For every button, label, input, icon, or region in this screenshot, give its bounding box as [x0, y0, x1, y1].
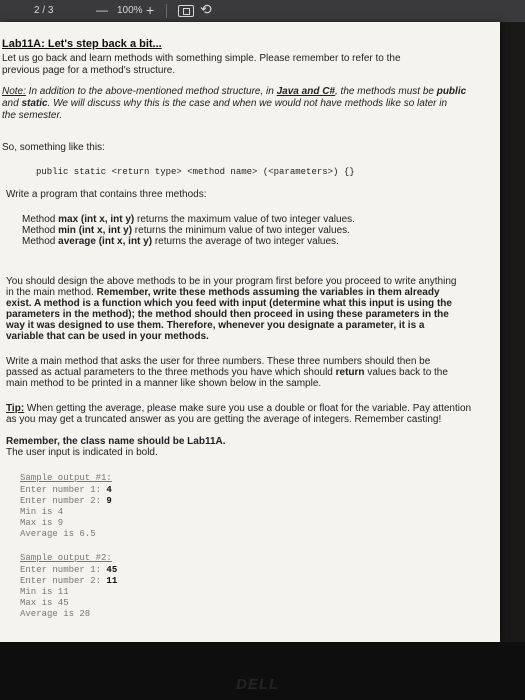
intro-line-1: Let us go back and learn methods with something simple. Please remember to refer to the	[2, 53, 401, 64]
so-text: So, something like this:	[2, 142, 105, 153]
sample-heading-1: Sample output #1:	[20, 473, 112, 483]
method-average: Method average (int x, int y) returns the average of two integer values.	[22, 236, 339, 247]
pdf-toolbar	[0, 0, 525, 22]
rotate-icon[interactable]: ⟲	[200, 1, 212, 17]
zoom-out-button[interactable]: —	[96, 3, 108, 17]
fit-page-icon[interactable]	[178, 5, 194, 17]
para1-line-6: variable that can be used in your methods.	[6, 331, 209, 342]
tip-label: Tip:	[6, 403, 25, 414]
para2-line-3: main method to be printed in a manner like shown below in the sample.	[6, 378, 322, 389]
para2-line-2: passed as actual parameters to the three methods you have which should return values back to the	[6, 367, 448, 378]
tip-line-2: as you may get a truncated answer as you are getting the average of integers. Remember casting!	[6, 414, 442, 425]
write-program-text: Write a program that contains three methods:	[6, 189, 207, 200]
method-min: Method min (int x, int y) returns the minimum value of two integer values.	[22, 225, 350, 236]
zoom-level[interactable]: 100%	[117, 5, 143, 16]
para2-line-1: Write a main method that asks the user for three numbers. These three numbers should then be	[6, 356, 431, 367]
note-label: Note:	[2, 86, 26, 97]
para1-line-2: in the main method. Remember, write these methods assuming the variables in them already	[6, 287, 440, 298]
sample1-line-3: Min is 4	[20, 507, 64, 517]
para1-line-5: way it was designed to use them. Therefore, whenever you designate a parameter, it is a	[6, 320, 425, 331]
tip-line-1: Tip: When getting the average, please make sure you use a double or float for the variable. Pay attention	[6, 403, 472, 414]
sample1-line-5: Average is 6.5	[20, 529, 96, 539]
toolbar-divider	[166, 4, 167, 18]
class-name-line: Remember, the class name should be Lab11A.	[6, 436, 226, 447]
code-signature: public static <return type> <method name> (<parameters>) {}	[36, 167, 355, 177]
sample2-line-4: Max is 45	[20, 598, 69, 608]
user-input-line: The user input is indicated in bold.	[6, 447, 158, 458]
para1-line-4: parameters in the method); the method should then proceed in using these parameters in the	[6, 309, 449, 320]
document-page	[0, 22, 500, 642]
zoom-in-button[interactable]: +	[146, 2, 155, 18]
para1-line-3: exist. A method is a function which you feed with input (determine what this input is using the	[6, 298, 452, 309]
brand-logo: DELL	[236, 676, 280, 693]
page-indicator[interactable]: 2 / 3	[34, 5, 54, 16]
para1-line-1: You should design the above methods to be in your program first before you proceed to write anything	[6, 276, 457, 287]
sample2-line-1: Enter number 1: 45	[20, 565, 118, 575]
note-line-1: Note: In addition to the above-mentioned method structure, in Java and C#, the methods must be public	[2, 86, 467, 97]
sample2-line-2: Enter number 2: 11	[20, 576, 118, 586]
sample1-line-2: Enter number 2: 9	[20, 496, 112, 506]
sample-heading-2: Sample output #2:	[20, 553, 112, 563]
page-title: Lab11A: Let's step back a bit...	[2, 38, 162, 50]
monitor-bezel	[0, 642, 525, 700]
note-line-3: the semester.	[2, 110, 63, 121]
sample1-line-1: Enter number 1: 4	[20, 485, 112, 495]
intro-line-2: previous page for a method's structure.	[2, 65, 176, 76]
note-line-2: and static. We will discuss why this is the case and when we would not have methods like so later in	[2, 98, 448, 109]
sample2-line-3: Min is 11	[20, 587, 69, 597]
method-max: Method max (int x, int y) returns the maximum value of two integer values.	[22, 214, 355, 225]
sample2-line-5: Average is 28	[20, 609, 91, 619]
sample1-line-4: Max is 9	[20, 518, 64, 528]
